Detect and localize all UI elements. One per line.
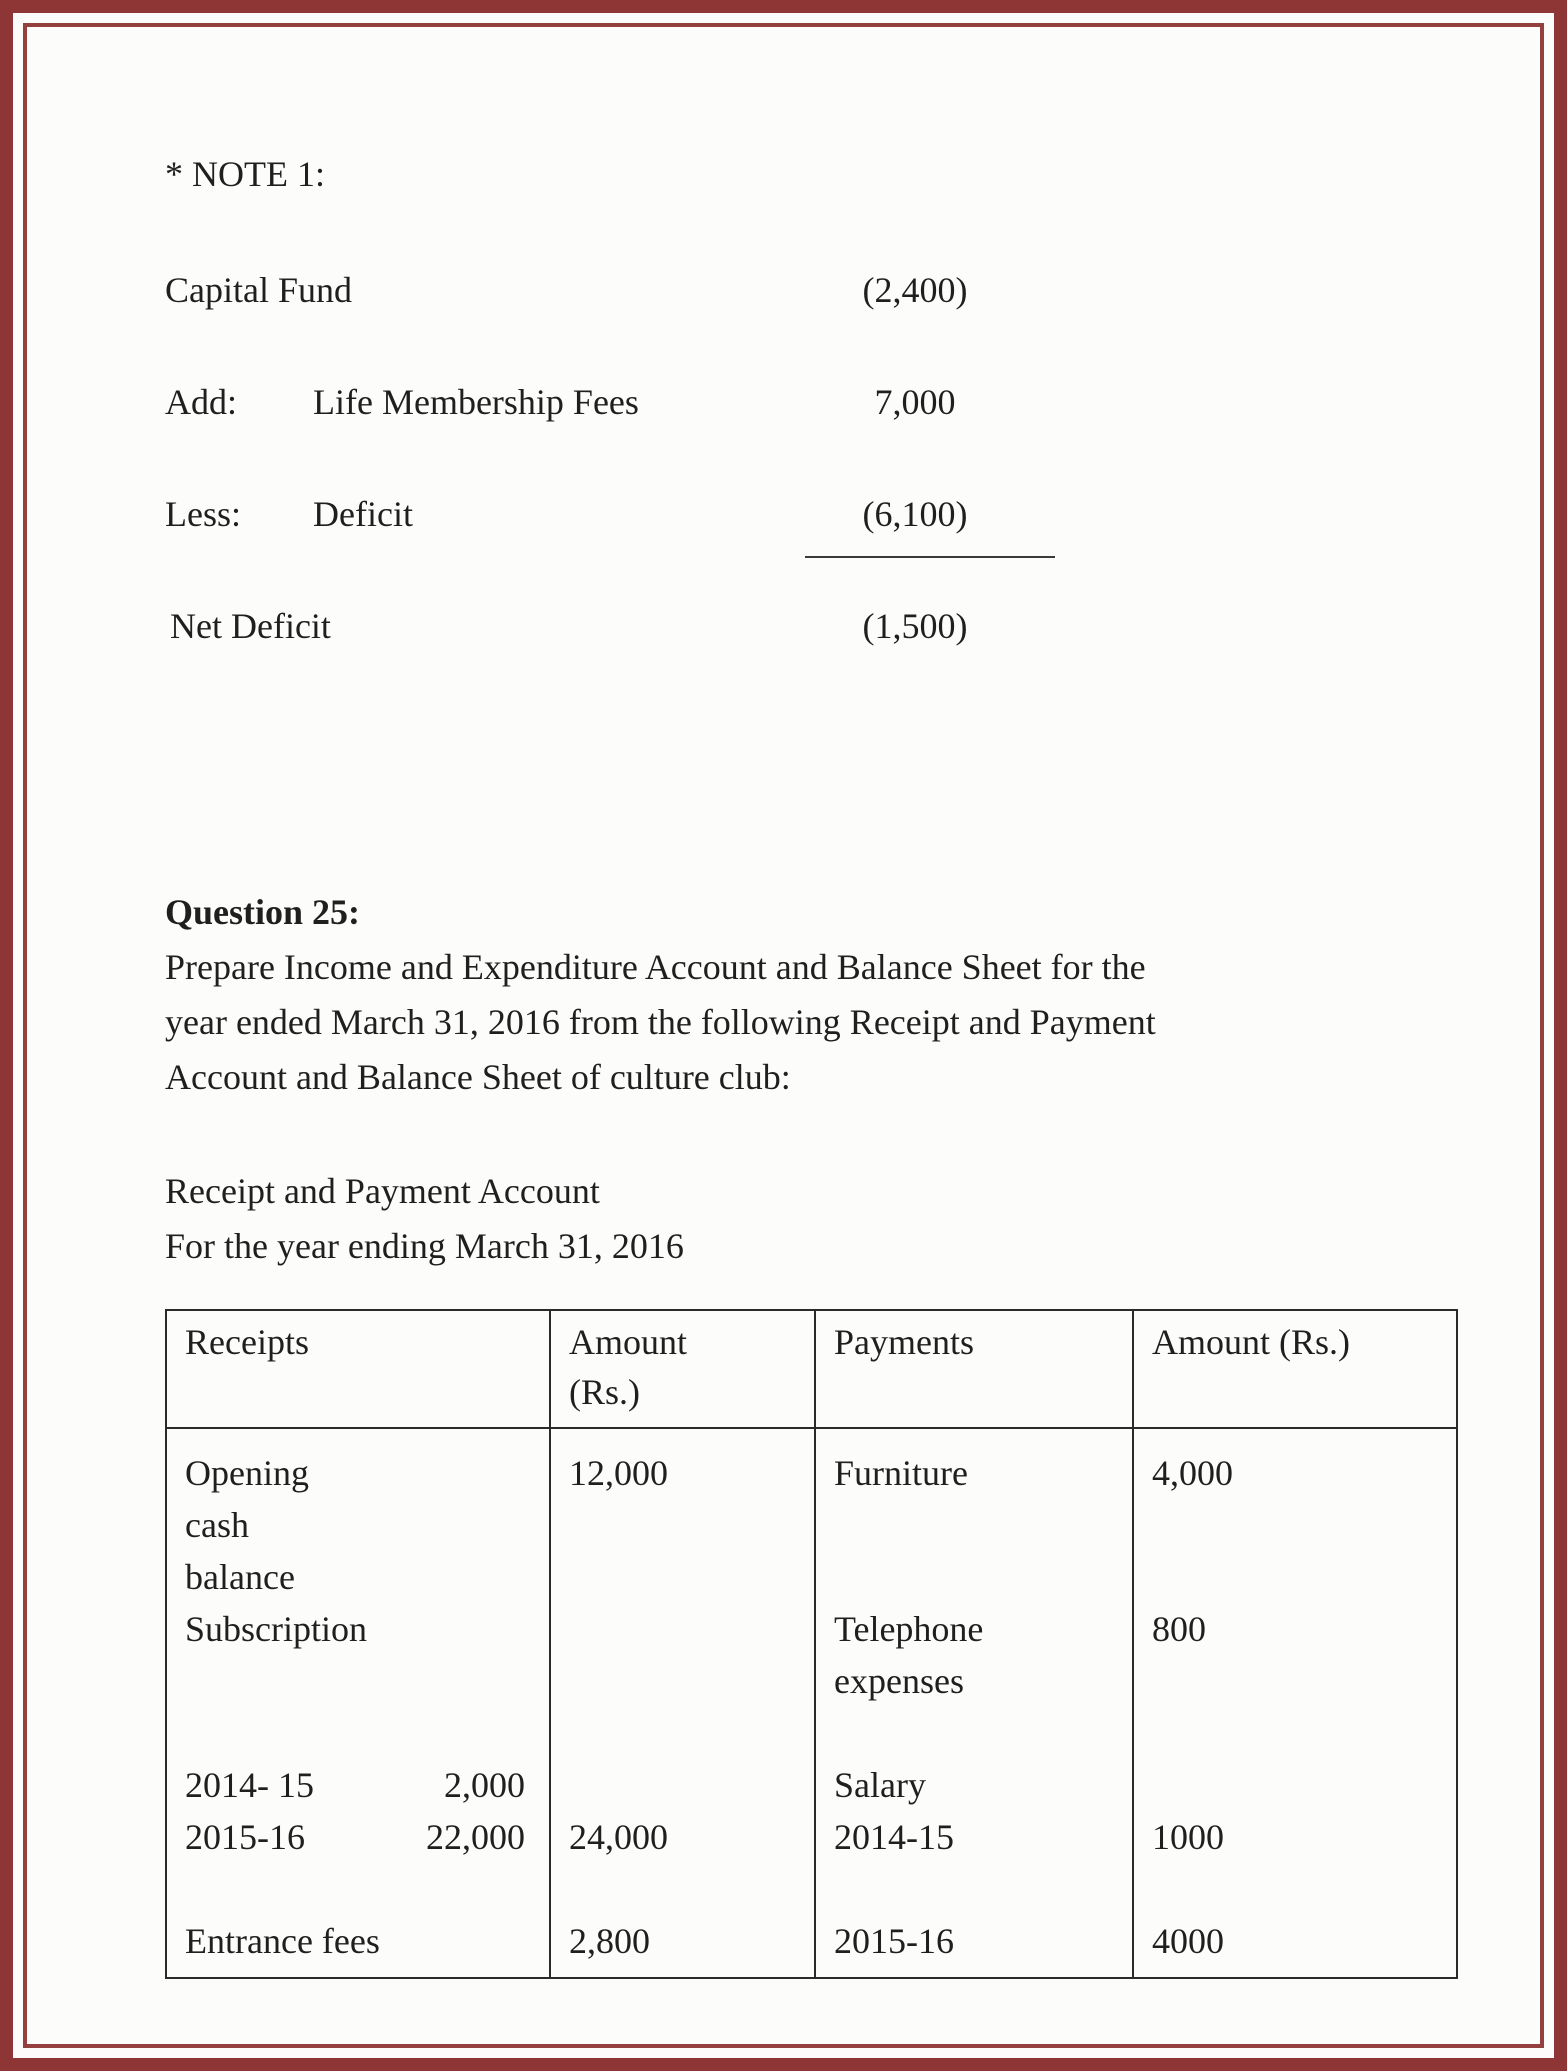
question-text-line: Prepare Income and Expenditure Account and Balance Sheet for the	[165, 947, 1146, 987]
note-row-text: Life Membership Fees	[313, 382, 639, 422]
note-row-net-deficit	[165, 604, 1465, 648]
table-line	[569, 1603, 806, 1655]
table-line	[1152, 1863, 1448, 1915]
note-row-prefix: Less:	[165, 494, 241, 534]
receipts-column	[166, 1428, 550, 1978]
table-line	[569, 1707, 806, 1759]
table-line	[185, 1655, 525, 1707]
table-line: Subscription	[185, 1609, 368, 1649]
table-line	[1152, 1551, 1448, 1603]
table-body-row	[166, 1428, 1457, 1978]
table-line	[569, 1655, 806, 1707]
header-payments-label: Payments	[834, 1322, 974, 1362]
table-line: 12,000	[569, 1453, 668, 1493]
table-line	[834, 1551, 1124, 1603]
table-line	[834, 1707, 1124, 1759]
table-line: balance	[185, 1557, 295, 1597]
table-line: Furniture	[834, 1453, 968, 1493]
table-line: 4,000	[1152, 1453, 1233, 1493]
table-line	[834, 1863, 1124, 1915]
table-line: 2015-16	[834, 1921, 954, 1961]
note-row-text: Deficit	[313, 494, 413, 534]
header-amount-receipts	[550, 1310, 815, 1428]
table-line	[185, 1707, 525, 1759]
table-line: Opening	[185, 1453, 309, 1493]
table-line: Entrance fees	[185, 1921, 380, 1961]
table-line	[1152, 1655, 1448, 1707]
inner-border-frame	[23, 23, 1544, 2048]
table-line: 800	[1152, 1609, 1206, 1649]
table-line	[569, 1759, 806, 1811]
header-amount2-label: Amount (Rs.)	[1152, 1322, 1350, 1362]
header-receipts-label: Receipts	[185, 1322, 309, 1362]
table-line: 2014-15	[834, 1817, 954, 1857]
receipt-payment-table	[165, 1309, 1458, 1979]
table-line: Salary	[834, 1765, 926, 1805]
question-title: Question 25:	[165, 892, 361, 932]
header-amount-line1: Amount	[569, 1322, 688, 1362]
payments-amount-column	[1133, 1428, 1457, 1978]
note-row-amount: (2,400)	[862, 270, 968, 310]
account-heading	[165, 1164, 1465, 1274]
table-line	[185, 1863, 525, 1915]
table-line	[1152, 1759, 1448, 1811]
note-row-life-membership	[165, 380, 1465, 424]
note-row-text: Net Deficit	[170, 606, 331, 646]
note-row-amount: (1,500)	[862, 606, 968, 646]
payments-column	[815, 1428, 1133, 1978]
table-line: 4000	[1152, 1921, 1224, 1961]
note-row-label	[165, 492, 785, 536]
table-line	[569, 1499, 806, 1551]
table-line: cash	[185, 1505, 249, 1545]
table-line: Telephone	[834, 1609, 984, 1649]
table-line	[834, 1499, 1124, 1551]
note-title: * NOTE 1:	[165, 154, 325, 194]
table-line	[569, 1551, 806, 1603]
note-row-capital-fund	[165, 268, 1465, 312]
note-row-label	[170, 604, 785, 648]
note-row-amount: 7,000	[874, 382, 956, 422]
table-line: 2014- 15 2,000	[185, 1765, 525, 1805]
table-line: 1000	[1152, 1817, 1224, 1857]
header-payments	[815, 1310, 1133, 1428]
table-line: 24,000	[569, 1817, 668, 1857]
header-receipts	[166, 1310, 550, 1428]
table-line	[1152, 1707, 1448, 1759]
table-line: expenses	[834, 1661, 964, 1701]
header-amount-payments	[1133, 1310, 1457, 1428]
note-row-label	[165, 268, 785, 312]
question-section	[165, 885, 1465, 1105]
account-title: Receipt and Payment Account	[165, 1171, 600, 1211]
table-line: 2015-16 22,000	[185, 1817, 525, 1857]
table-line	[569, 1863, 806, 1915]
note-row-label	[165, 380, 785, 424]
account-subtitle: For the year ending March 31, 2016	[165, 1226, 684, 1266]
receipts-amount-column	[550, 1428, 815, 1978]
table-header-row	[166, 1310, 1457, 1428]
note-row-prefix: Add:	[165, 382, 237, 422]
table-line: 2,800	[569, 1921, 650, 1961]
note-row-text: Capital Fund	[165, 270, 352, 310]
question-text-line: year ended March 31, 2016 from the following Receipt and Payment	[165, 1002, 1156, 1042]
note-row-amount: (6,100)	[862, 494, 968, 534]
total-underline	[805, 556, 1055, 558]
note-row-deficit	[165, 492, 1465, 536]
header-amount-line2: (Rs.)	[569, 1372, 640, 1412]
table-line	[1152, 1499, 1448, 1551]
question-text-line: Account and Balance Sheet of culture club:	[165, 1057, 791, 1097]
page-content	[27, 27, 1465, 1979]
